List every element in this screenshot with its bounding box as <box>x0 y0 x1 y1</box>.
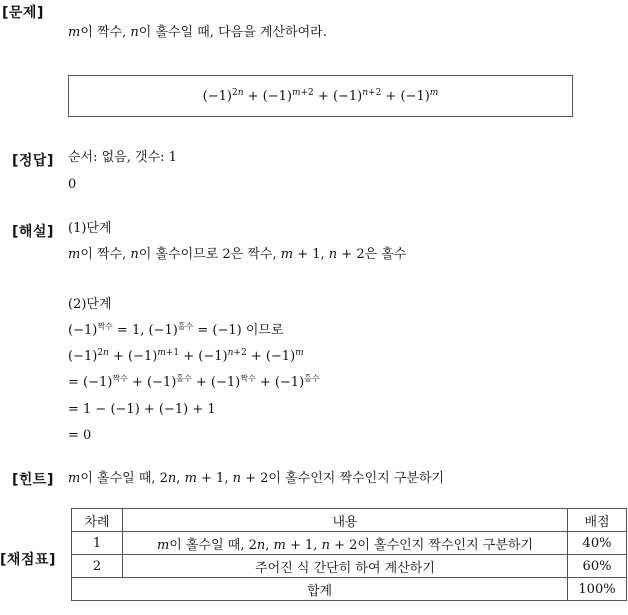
table-row <box>72 532 627 555</box>
problem-formula: $(-1)^{2n} + (-1)^{m+2} + (-1)^{n+2} + (-1)^m$ <box>202 88 439 104</box>
step2-line4: = 1 − (−1) + (−1) + 1 <box>68 402 216 417</box>
score-label: [채점표] <box>0 552 56 568</box>
step2-title: (2)단계 <box>68 297 112 312</box>
table-header-row <box>72 509 627 532</box>
table-row <box>72 555 627 578</box>
answer-label: [정답] <box>12 153 54 169</box>
row-content: 주어진 식 간단히 하여 계산하기 <box>123 555 568 578</box>
answer-order-count: 순서: 없음, 갯수: 1 <box>68 150 177 165</box>
total-label: 합계 <box>72 578 568 601</box>
row-content: m이 홀수일 때, 2n, m + 1, n + 2이 홀수인지 짝수인지 구분하기 <box>123 532 568 555</box>
total-points: 100% <box>568 578 627 601</box>
problem-label: [문제] <box>2 5 44 21</box>
table-total-row <box>72 578 627 601</box>
solution-label: [해설] <box>12 224 54 240</box>
row-points: 40% <box>568 532 627 555</box>
header-content: 내용 <box>123 509 568 532</box>
step2-line5: = 0 <box>68 428 92 443</box>
step2-line2: $(-1)^{2n} + (-1)^{m+1} + (-1)^{n+2} + (-1)^m$ <box>68 348 304 364</box>
formula-box <box>68 75 573 117</box>
row-number: 1 <box>72 532 123 555</box>
header-order: 차례 <box>72 509 123 532</box>
problem-statement: m이 짝수, n이 홀수일 때, 다음을 계산하여라. <box>68 25 327 40</box>
step1-line: m이 짝수, n이 홀수이므로 2은 짝수, m + 1, n + 2은 홀수 <box>68 247 407 262</box>
row-points: 60% <box>568 555 627 578</box>
answer-value: 0 <box>68 177 77 192</box>
step2-line1: $(-1)^{짝수} = 1$, $(-1)^{홀수} = (-1)$ 이므로 <box>68 322 284 338</box>
step2-line3: = $(-1)^{짝수} + (-1)^{홀수} + (-1)^{짝수} + (-1)^{홀수}$ <box>68 374 320 390</box>
step1-title: (1)단계 <box>68 221 112 236</box>
score-table <box>71 508 627 601</box>
header-points: 배점 <box>568 509 627 532</box>
hint-label: [힌트] <box>12 472 54 488</box>
hint-text: m이 홀수일 때, 2n, m + 1, n + 2이 홀수인지 짝수인지 구분하기 <box>68 471 445 486</box>
row-number: 2 <box>72 555 123 578</box>
